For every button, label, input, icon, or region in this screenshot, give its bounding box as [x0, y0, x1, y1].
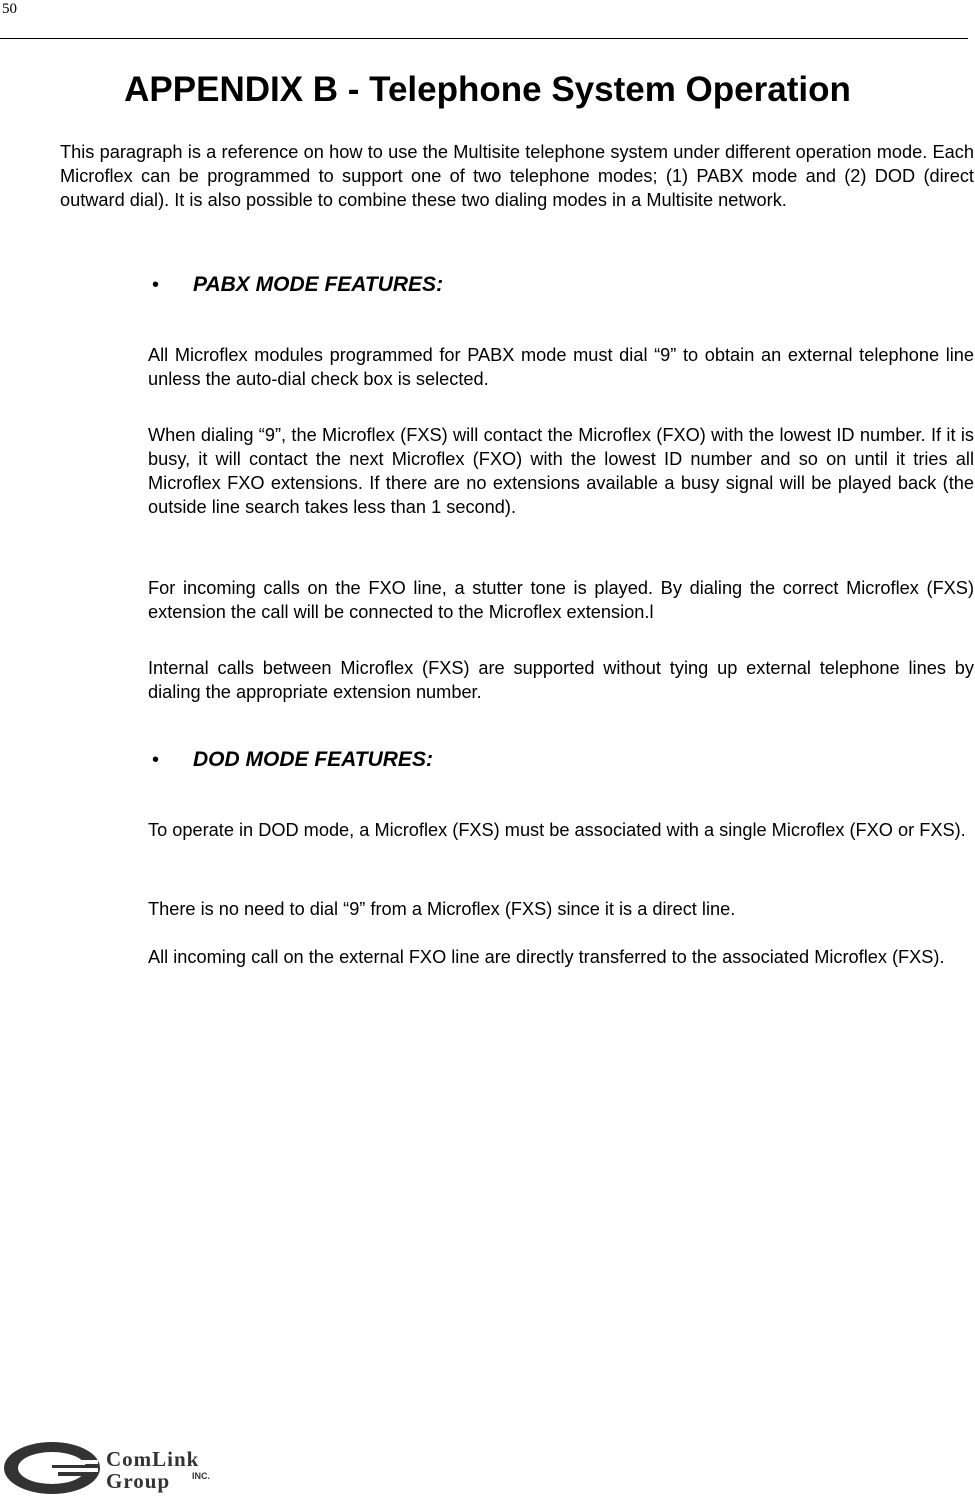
dod-paragraph-3: All incoming call on the external FXO line are directly transferred to the associated Microflex (FXS).: [148, 947, 945, 967]
dod-paragraph-2: There is no need to dial “9” from a Microflex (FXS) since it is a direct line.: [148, 899, 736, 919]
dod-heading-text: DOD MODE FEATURES:: [193, 748, 433, 771]
pabx-paragraph-2: When dialing “9”, the Microflex (FXS) will contact the Microflex (FXO) with the lowest ID number. If it is busy, it will contact the next Microflex (FXO) with the lowest ID number and so on until it tries all Microflex FXO extensions. If there are no extensions available a busy signal will be played back (the outside line search takes less than 1 second).: [148, 425, 974, 517]
comlink-logo-mark: [4, 1442, 100, 1494]
pabx-paragraph-3: For incoming calls on the FXO line, a stutter tone is played. By dialing the correct Microflex (FXS) extension the call will be connected to the Microflex extension.l: [148, 578, 974, 622]
page-title: APPENDIX B - Telephone System Operation: [124, 70, 851, 109]
page-number: 50: [2, 1, 17, 17]
pabx-paragraph-1: All Microflex modules programmed for PABX mode must dial “9” to obtain an external telephone line unless the auto-dial check box is selected.: [148, 345, 974, 389]
dod-paragraph-1: To operate in DOD mode, a Microflex (FXS) must be associated with a single Microflex (FXO or FXS).: [148, 820, 966, 840]
logo-line2: Group: [106, 1469, 171, 1493]
comlink-logo: [0, 1438, 240, 1496]
logo-suffix: INC.: [192, 1471, 210, 1481]
intro-paragraph: This paragraph is a reference on how to use the Multisite telephone system under different operation mode. Each Microflex can be programmed to support one of two telephone modes; (1) PABX mode and (2) DOD (direct outward dial). It is also possible to combine these two dialing modes in a Multisite network.: [60, 142, 974, 210]
bullet-icon: •: [152, 274, 160, 296]
pabx-heading: [152, 272, 952, 298]
header-divider: [0, 38, 968, 39]
dod-heading: [152, 747, 952, 773]
bullet-icon: •: [152, 749, 160, 771]
pabx-paragraph-4: Internal calls between Microflex (FXS) are supported without tying up external telephone lines by dialing the appropriate extension number.: [148, 658, 974, 702]
pabx-heading-text: PABX MODE FEATURES:: [193, 273, 444, 296]
logo-line1: ComLink: [106, 1447, 200, 1471]
